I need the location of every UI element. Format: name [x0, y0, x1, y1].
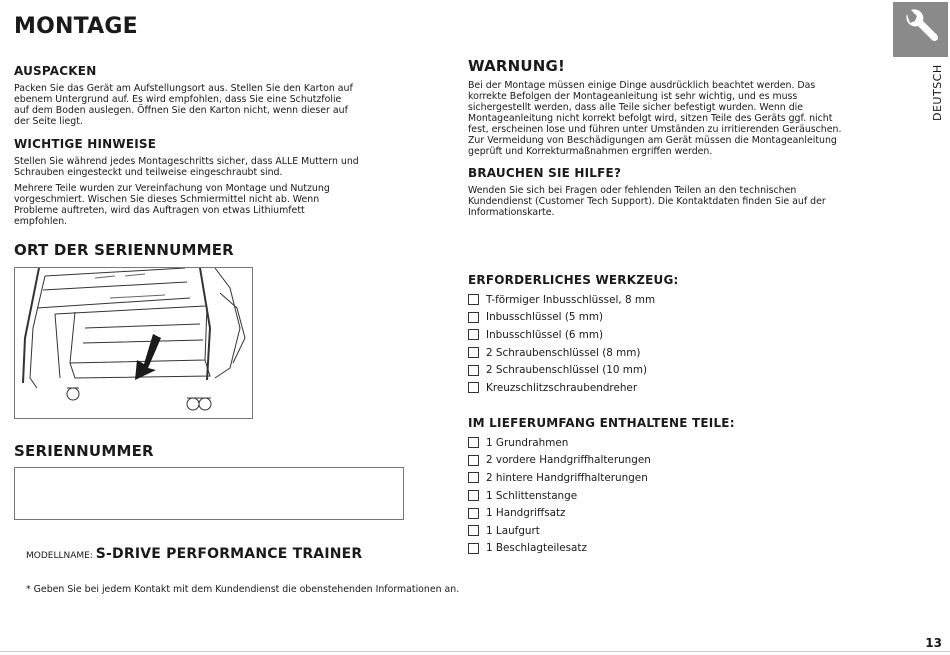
auspacken-heading: AUSPACKEN [14, 64, 97, 78]
checkbox[interactable] [468, 543, 479, 554]
wrench-icon [893, 2, 948, 57]
checkbox[interactable] [468, 347, 479, 358]
section-tab [893, 2, 948, 57]
page-title: MONTAGE [14, 14, 138, 39]
page-number: 13 [925, 636, 942, 650]
warnung-heading: WARNUNG! [468, 57, 566, 75]
serial-location-illustration [14, 267, 253, 419]
model-line [26, 546, 362, 562]
checkbox[interactable] [468, 312, 479, 323]
checkbox[interactable] [468, 329, 479, 340]
checkbox[interactable] [468, 455, 479, 466]
hinweise-text-1: Stellen Sie während jedes Montageschritts sicher, dass ALLE Muttern und Schrauben eingesteckt und teilweise eingeschraubt sind. [14, 156, 359, 178]
list-item: 2 Schraubenschlüssel (8 mm) [468, 344, 853, 362]
checkbox[interactable] [468, 490, 479, 501]
checkbox[interactable] [468, 365, 479, 376]
section-hinweise [14, 137, 359, 227]
list-item: 2 hintere Handgriffhalterungen [468, 469, 853, 487]
warnung-text: Bei der Montage müssen einige Dinge ausdrücklich beachtet werden. Das korrekte Befolgen der Montageanleitung ist sehr wichtig, und es muss sichergestellt werden, dass alle Teile sicher befestigt wurden. Wenn die Montageanleitung nicht korrekt befolgt wird, sitzen Teile des Geräts ggf. nicht fest, erscheinen lose und führen unter Umständen zu irritierenden Geräuschen. Zur Vermeidung von Beschädigungen am Gerät müssen die Montageanleitung geprüft und Korrekturmaßnahmen ergriffen werden. [468, 80, 842, 157]
checkbox[interactable] [468, 472, 479, 483]
seriennummer-heading: SERIENNUMMER [14, 442, 154, 460]
checkbox[interactable] [468, 382, 479, 393]
checkbox[interactable] [468, 525, 479, 536]
language-label: DEUTSCH [931, 64, 944, 121]
checkbox[interactable] [468, 437, 479, 448]
list-item: 1 Handgriffsatz [468, 504, 853, 522]
auspacken-text: Packen Sie das Gerät am Aufstellungsort aus. Stellen Sie den Karton auf ebenem Untergrund auf. Es wird empfohlen, dass Sie eine Schutzfolie auf dem Boden auslegen. Öffnen Sie den Karton nicht, wenn dieser auf der Seite liegt. [14, 83, 353, 127]
checkbox[interactable] [468, 508, 479, 519]
model-label: MODELLNAME: [26, 551, 93, 561]
section-lieferumfang [468, 416, 853, 557]
checkbox[interactable] [468, 294, 479, 305]
hinweise-text-2: Mehrere Teile wurden zur Vereinfachung von Montage und Nutzung vorgeschmiert. Wischen Sie dieses Schmiermittel nicht ab. Wenn Probleme auftreten, wird das Auftragen von etwas Lithiumfett empfohlen. [14, 183, 330, 227]
lieferumfang-list [468, 434, 853, 557]
lieferumfang-heading: IM LIEFERUMFANG ENTHALTENE TEILE: [468, 416, 735, 430]
werkzeug-heading: ERFORDERLICHES WERKZEUG: [468, 273, 679, 287]
divider [0, 651, 950, 652]
hilfe-text: Wenden Sie sich bei Fragen oder fehlenden Teilen an den technischen Kundendienst (Customer Tech Support). Die Kontaktdaten finden Sie auf der Informationskarte. [468, 185, 826, 218]
treadmill-drawing [15, 268, 252, 418]
werkzeug-list [468, 291, 853, 397]
list-item: Inbusschlüssel (5 mm) [468, 309, 853, 327]
list-item: 1 Laufgurt [468, 522, 853, 540]
hinweise-heading: WICHTIGE HINWEISE [14, 137, 157, 151]
list-item: 2 Schraubenschlüssel (10 mm) [468, 361, 853, 379]
list-item: Inbusschlüssel (6 mm) [468, 326, 853, 344]
list-item: 2 vordere Handgriffhalterungen [468, 452, 853, 470]
section-werkzeug [468, 273, 853, 397]
list-item: T-förmiger Inbusschlüssel, 8 mm [468, 291, 853, 309]
list-item: 1 Grundrahmen [468, 434, 853, 452]
footnote: * Geben Sie bei jedem Kontakt mit dem Kundendienst die obenstehenden Informationen an. [26, 584, 460, 595]
section-hilfe [468, 166, 853, 218]
list-item: 1 Schlittenstange [468, 487, 853, 505]
section-auspacken [14, 64, 359, 127]
serial-number-field[interactable] [14, 467, 404, 520]
section-warnung [468, 57, 853, 157]
list-item: Kreuzschlitzschraubendreher [468, 379, 853, 397]
list-item: 1 Beschlagteilesatz [468, 540, 853, 558]
hilfe-heading: BRAUCHEN SIE HILFE? [468, 166, 622, 180]
ort-heading: ORT DER SERIENNUMMER [14, 241, 234, 259]
model-name: S-DRIVE PERFORMANCE TRAINER [95, 546, 363, 562]
